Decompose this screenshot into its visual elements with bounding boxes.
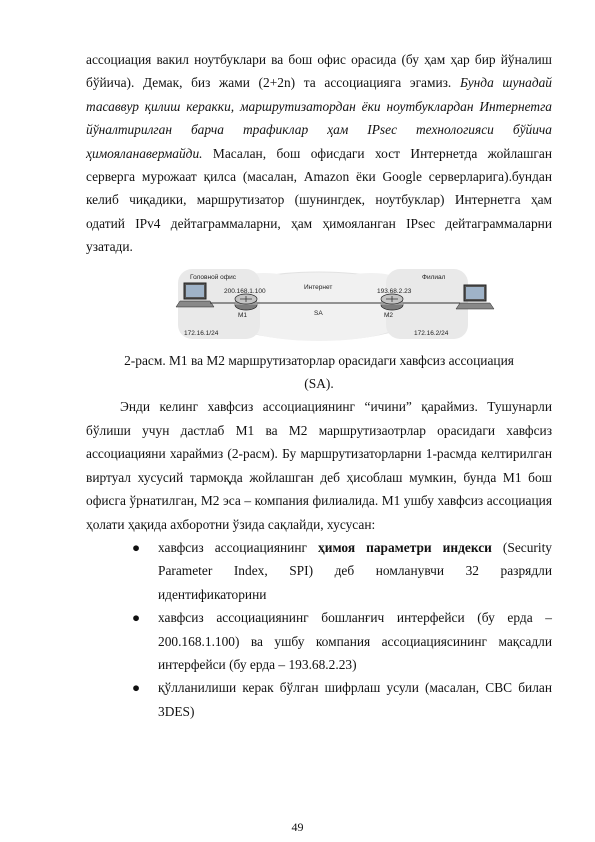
- router-m1-icon: [235, 294, 257, 310]
- router-m2-icon: [381, 294, 403, 310]
- paragraph-1-text-a: ассоциация вакил ноутбуклари ва бош офис орасида (бу ҳам ҳар бир йўналиш бўйича). Демак, биз жами (2+2n) та ассоциацияга эгамиз.: [86, 52, 552, 91]
- bullet-1-text: хавфсиз ассоциациянинг: [158, 539, 319, 555]
- bullet-icon: ●: [132, 539, 141, 555]
- paragraph-1-italic-text: Бунда шунадай тасаввур қилиш керакки, маршрутизатордан ёки ноутбуклардан Интернетга йўналтирилган барча трафиклар ҳам IPsec технологияси бўйича ҳимояланавермайди.: [86, 75, 552, 161]
- bullet-1-bold-term: ҳимоя параметри индекси: [318, 539, 492, 555]
- head-office-label: Головной офис: [190, 273, 236, 281]
- sa-label: SA: [314, 309, 323, 317]
- bullet-icon: ●: [132, 680, 141, 696]
- paragraph-1: [86, 48, 552, 259]
- network-diagram: [86, 265, 552, 347]
- figure-caption-line-1: 2-расм. M1 ва M2 маршрутизаторлар орасидаги хавфсиз ассоциация: [124, 352, 514, 368]
- bullet-item-2: [86, 606, 552, 676]
- bullet-list: [86, 536, 552, 723]
- bullet-icon: ●: [132, 610, 141, 626]
- router-m1-label: M1: [238, 311, 248, 319]
- right-network-label: 172.16.2/24: [414, 329, 449, 337]
- ip-m2-label: 193.68.2.23: [377, 287, 412, 295]
- bullet-1-text-end: (Security Parameter Index, SPI) деб номланувчи 32 разрядли идентификаторини: [158, 539, 552, 602]
- branch-label: Филиал: [422, 273, 446, 281]
- internet-label: Интернет: [304, 283, 333, 291]
- bullet-item-3: [86, 676, 552, 723]
- network-figure: [86, 265, 552, 347]
- left-network-label: 172.16.1/24: [184, 329, 219, 337]
- bullet-item-1: [86, 536, 552, 606]
- paragraph-2: Энди келинг хавфсиз ассоциациянинг “ичини” қараймиз. Тушунарли бўлиши учун дастлаб M1 ва M2 маршрутизаотрлар орасидаги хавфсиз ассоциацияни хараймиз (2-расм). Бу маршрутизаторларни 1-расмда келтирилган виртуал хусусий тармоқда жойлашган деб ҳисоблаш мумкин, бунда M1 бош офисга ўрнатилган, M2 эса – компания филиалида. M1 ушбу хавфсиз ассоциация ҳолати ҳақида ахборотни ўзида сақлайди, хусусан:: [86, 399, 552, 532]
- figure-caption-line-2: (SA).: [304, 376, 334, 392]
- router-m2-label: M2: [384, 311, 394, 319]
- bullet-2-text: хавфсиз ассоциациянинг бошланғич интерфейси (бу ерда – 200.168.1.100) ва ушбу компания ассоциациясининг мақсадли интерфейси (бу ерда – 193.68.2.23): [158, 610, 552, 672]
- ip-m1-label: 200.168.1.100: [224, 287, 266, 295]
- page-number: 49: [291, 820, 304, 834]
- bullet-3-text: қўлланилиши керак бўлган шифрлаш усули (масалан, CBC билан 3DES): [158, 680, 552, 719]
- page-body: [86, 48, 552, 723]
- paragraph-1-text-b: Масалан, бош офисдаги хост Интернетда жойлашган серверга мурожаат қилса (масалан, Amazon ёки Google серверларига).бундан келиб чиқадики, маршрутизатор (шунингдек, ноутбуклар) Интернетга ҳам одатий IPv4 дейтаграммаларни, ҳам ҳимояланган IPsec дейтаграммаларни узатади.: [86, 145, 552, 255]
